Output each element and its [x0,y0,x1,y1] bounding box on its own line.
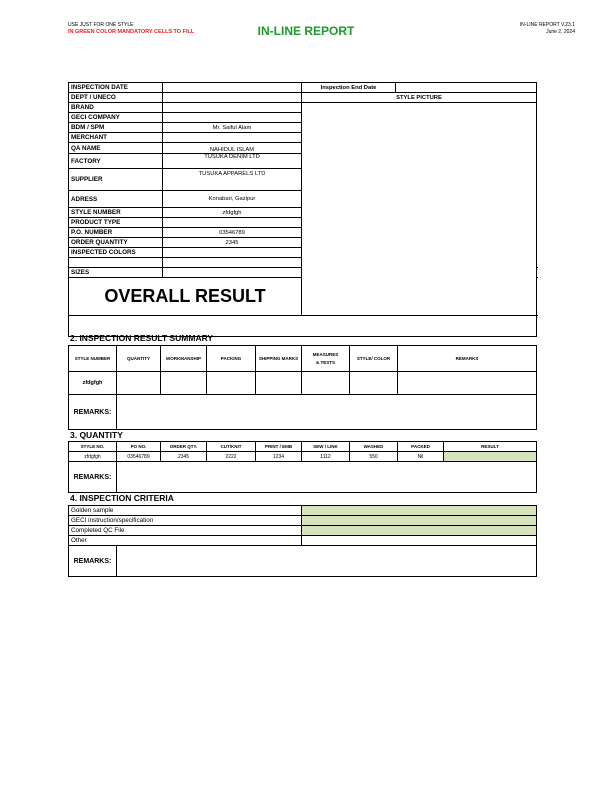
criteria-golden-sample-field[interactable] [302,506,537,516]
report-version: IN-LINE REPORT V.23.1 [519,22,575,28]
inspected-colors-extra-field[interactable] [163,258,302,268]
summary-header-style-number: STYLE NUMBER [69,346,117,372]
summary-section-title: 2. INSPECTION RESULT SUMMARY [70,333,214,343]
summary-header-remarks: REMARKS [398,346,537,372]
criteria-other-label: Other [69,536,302,546]
brand-label: BRAND [69,103,163,113]
summary-remarks-cell[interactable] [398,372,537,395]
criteria-geci-instruction-label: GECI instruction/specification [69,516,302,526]
product-type-field[interactable] [163,218,302,228]
supplier-field[interactable]: TUSUKA APPARELS LTD [163,169,302,191]
style-picture-label: STYLE PICTURE [302,93,537,103]
quantity-header-cut-knit: CUT/KNIT [207,442,256,452]
bdm-field[interactable]: Mr. Saiful Alam [163,123,302,133]
order-quantity-label: ORDER QUANTITY [69,238,163,248]
bdm-label: BDM / SPM [69,123,163,133]
summary-shipping-marks-cell[interactable] [256,372,302,395]
inspected-colors-field[interactable] [163,248,302,258]
sizes-label: SIZES [69,268,163,278]
criteria-geci-instruction-field[interactable] [302,516,537,526]
factory-field[interactable]: TUSUKA DENIM LTD [163,154,302,169]
inspection-end-date-field[interactable] [396,83,537,93]
geci-company-label: GECI COMPANY [69,113,163,123]
info-table [68,82,537,337]
order-quantity-field[interactable]: 2345 [163,238,302,248]
quantity-section-title: 3. QUANTITY [70,430,123,440]
summary-remarks-field[interactable] [117,395,537,430]
quantity-header-result: RESULT [444,442,537,452]
geci-company-field[interactable] [163,113,302,123]
summary-measures-tests-cell[interactable] [302,372,350,395]
summary-style-number-cell[interactable]: zfdgfgh [69,372,117,395]
style-number-label: STYLE NUMBER [69,208,163,218]
merchant-field[interactable] [163,133,302,143]
summary-header-workmanship: WORKMANSHIP [161,346,207,372]
summary-packing-cell[interactable] [207,372,256,395]
criteria-qc-file-field[interactable] [302,526,537,536]
criteria-section-title: 4. INSPECTION CRITERIA [70,493,174,503]
quantity-header-washed: WASHED [350,442,398,452]
inspection-date-field[interactable] [163,83,302,93]
quantity-washed-cell[interactable]: 550 [350,452,398,462]
merchant-label: MERCHANT [69,133,163,143]
adress-label: ADRESS [69,191,163,208]
summary-header-quantity: QUANTITY [117,346,161,372]
one-style-note: USE JUST FOR ONE STYLE [68,22,134,28]
inspection-date-label: INSPECTION DATE [69,83,163,93]
inspected-colors-label: INSPECTED COLORS [69,248,163,258]
quantity-packed-cell[interactable]: Nil [398,452,444,462]
criteria-golden-sample-label: Golden sample [69,506,302,516]
quantity-header-packed: PACKED [398,442,444,452]
inspection-end-date-label: Inspection End Date [302,83,396,93]
quantity-style-no-cell[interactable]: zfdgfgh [69,452,117,462]
po-number-field[interactable]: 03546789 [163,228,302,238]
mandatory-note: IN GREEN COLOR MANDATORY CELLS TO FILL [68,29,195,35]
report-title: IN-LINE REPORT [257,24,355,38]
quantity-table [68,441,537,493]
style-number-field[interactable]: zfdgfgh [163,208,302,218]
summary-header-measures-tests: MEASURES & TESTS [302,346,350,372]
summary-style-color-cell[interactable] [350,372,398,395]
dept-label: DEPT / UNECO [69,93,163,103]
quantity-sew-link-cell[interactable]: 1112 [302,452,350,462]
sizes-field[interactable] [163,268,302,278]
quantity-header-style-no: STYLE NO. [69,442,117,452]
quantity-cut-knit-cell[interactable]: 2222 [207,452,256,462]
factory-label: FACTORY [69,154,163,169]
quantity-result-cell[interactable] [444,452,537,462]
summary-quantity-cell[interactable] [117,372,161,395]
summary-header-packing: PACKING [207,346,256,372]
criteria-remarks-field[interactable] [117,546,537,577]
inspected-colors-extra-label [69,258,163,268]
summary-table [68,345,537,430]
qa-name-field[interactable]: NAHIDUL ISLAM [163,143,302,154]
quantity-order-qty-cell[interactable]: 2345 [161,452,207,462]
product-type-label: PRODUCT TYPE [69,218,163,228]
quantity-remarks-field[interactable] [117,462,537,493]
quantity-header-po-no: PO NO. [117,442,161,452]
supplier-label: SUPPLIER [69,169,163,191]
overall-result-label: OVERALL RESULT [69,278,302,316]
quantity-header-print-emb: PRINT / EMB [256,442,302,452]
summary-header-shipping-marks: SHIPPING MARKS [256,346,302,372]
summary-remarks-label: REMARKS: [69,395,117,430]
po-number-label: P.O. NUMBER [69,228,163,238]
report-date: June 2, 2024 [546,29,575,35]
quantity-po-no-cell[interactable]: 03546789 [117,452,161,462]
criteria-qc-file-label: Completed QC File [69,526,302,536]
brand-field[interactable] [163,103,302,113]
adress-field[interactable]: Konabari, Gazipur [163,191,302,208]
qa-name-label: QA NAME [69,143,163,154]
quantity-header-sew-link: SEW / LINK [302,442,350,452]
style-picture-area[interactable] [302,103,537,316]
quantity-print-emb-cell[interactable]: 1234 [256,452,302,462]
summary-header-style-color: STYLE/ COLOR [350,346,398,372]
criteria-other-field[interactable] [302,536,537,546]
criteria-table [68,505,537,577]
criteria-remarks-label: REMARKS: [69,546,117,577]
summary-workmanship-cell[interactable] [161,372,207,395]
dept-field[interactable] [163,93,302,103]
quantity-header-order-qty: ORDER QTY. [161,442,207,452]
quantity-remarks-label: REMARKS: [69,462,117,493]
